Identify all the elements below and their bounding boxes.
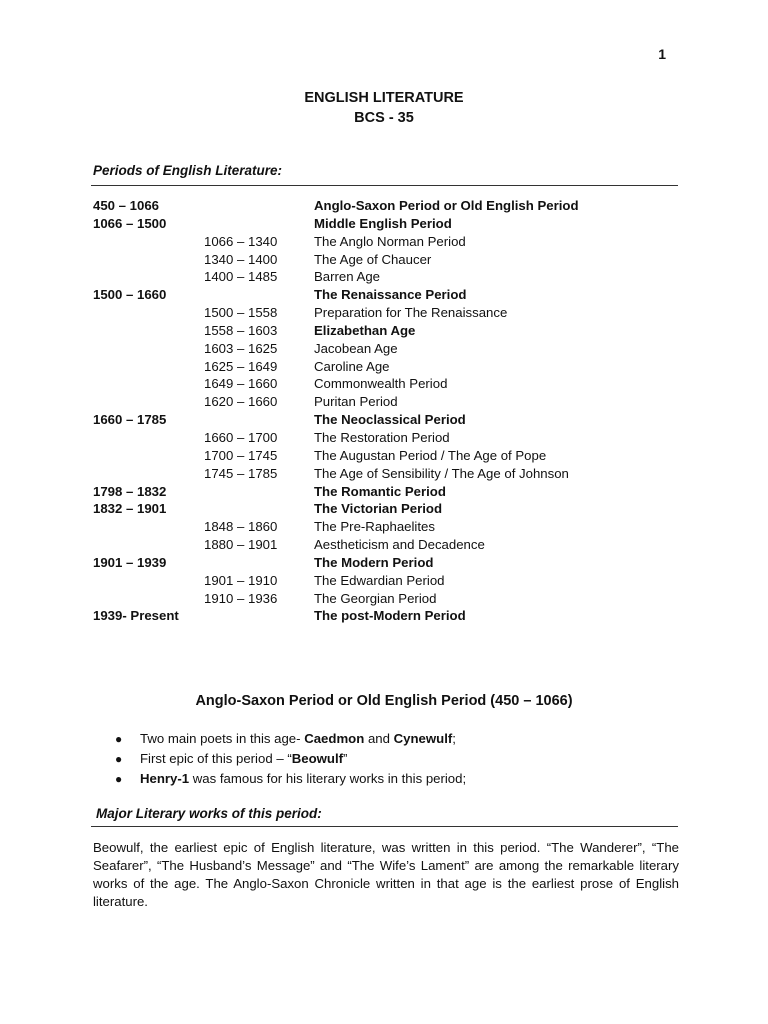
period-name: Middle English Period	[314, 215, 452, 231]
period-sub-range: 1603 – 1625	[204, 340, 278, 356]
bullet-emphasis: Caedmon	[304, 731, 365, 746]
bullet-emphasis: Cynewulf	[393, 731, 453, 746]
period-row	[93, 465, 683, 483]
bullet-dot-icon: ●	[115, 732, 123, 746]
period-name: Preparation for The Renaissance	[314, 305, 508, 321]
bullet-dot-icon: ●	[115, 772, 123, 786]
anglo-saxon-bullet-list	[113, 729, 466, 789]
period-sub-range: 1340 – 1400	[204, 251, 278, 267]
bullet-text: and	[364, 731, 394, 746]
period-row	[93, 304, 683, 322]
period-name: The Romantic Period	[314, 483, 446, 499]
period-name: The Georgian Period	[314, 590, 437, 606]
period-name: Caroline Age	[314, 358, 390, 374]
period-name: The Age of Chaucer	[314, 251, 432, 267]
period-row	[93, 251, 683, 269]
bullet-text: ;	[452, 731, 456, 746]
bullet-text: was famous for his literary works in this period;	[189, 771, 467, 786]
period-name: Elizabethan Age	[314, 322, 416, 338]
bullet-dot-icon: ●	[115, 752, 123, 766]
period-sub-range: 1910 – 1936	[204, 590, 278, 606]
bullet-item	[113, 769, 466, 789]
period-row	[93, 518, 683, 536]
period-sub-range: 1649 – 1660	[204, 376, 278, 392]
works-paragraph: Beowulf, the earliest epic of English literature, was written in this period. “The Wanderer”, “The Seafarer”, “The Husband’s Message” and “The Wife’s Lament” are among the remarkable literary works of the age. The Anglo-Saxon Chronicle written in that age is the earliest prose of English literature.	[93, 840, 679, 909]
period-main-range: 1066 – 1500	[93, 215, 167, 231]
bullet-item	[113, 729, 466, 749]
works-divider	[91, 826, 678, 827]
period-row	[93, 322, 683, 340]
period-name: The post-Modern Period	[314, 608, 466, 624]
period-name: The Victorian Period	[314, 501, 442, 517]
period-row	[93, 268, 683, 286]
bullet-text: ”	[343, 751, 348, 766]
period-row	[93, 286, 683, 304]
period-sub-range: 1848 – 1860	[204, 519, 278, 535]
period-sub-range: 1625 – 1649	[204, 358, 278, 374]
period-main-range: 1939- Present	[93, 608, 179, 624]
period-row	[93, 500, 683, 518]
periods-divider	[91, 185, 678, 186]
bullet-text: Two main poets in this age-	[140, 731, 305, 746]
period-row	[93, 536, 683, 554]
period-row	[93, 233, 683, 251]
period-main-range: 450 – 1066	[93, 198, 160, 213]
period-row	[93, 607, 683, 625]
document-title	[0, 88, 768, 128]
period-name: Commonwealth Period	[314, 376, 448, 392]
period-sub-range: 1660 – 1700	[204, 429, 278, 445]
period-name: The Neoclassical Period	[314, 412, 466, 428]
period-row	[93, 590, 683, 608]
period-row	[93, 375, 683, 393]
period-row	[93, 572, 683, 590]
bullet-text: First epic of this period – “	[140, 751, 292, 766]
period-row	[93, 215, 683, 233]
period-sub-range: 1700 – 1745	[204, 447, 278, 463]
period-main-range: 1798 – 1832	[93, 483, 167, 499]
bullet-emphasis: Beowulf	[291, 751, 344, 766]
period-name: The Renaissance Period	[314, 287, 467, 303]
page-number: 1	[658, 46, 666, 62]
anglo-saxon-heading: Anglo-Saxon Period or Old English Period (450 – 1066)	[195, 693, 573, 709]
bullet-emphasis: Henry-1	[140, 771, 190, 786]
period-name: Barren Age	[314, 269, 380, 285]
period-sub-range: 1620 – 1660	[204, 394, 278, 410]
period-row	[93, 554, 683, 572]
period-row	[93, 393, 683, 411]
period-sub-range: 1500 – 1558	[204, 305, 278, 321]
works-heading: Major Literary works of this period:	[96, 806, 322, 821]
period-main-range: 1660 – 1785	[93, 412, 167, 428]
period-row	[93, 340, 683, 358]
period-sub-range: 1745 – 1785	[204, 465, 278, 481]
periods-table	[93, 197, 683, 625]
period-name: Jacobean Age	[314, 340, 398, 356]
period-main-range: 1832 – 1901	[93, 501, 167, 517]
period-main-range: 1901 – 1939	[93, 554, 167, 570]
period-name: The Edwardian Period	[314, 572, 445, 588]
period-sub-range: 1066 – 1340	[204, 233, 278, 249]
title-line-1: ENGLISH LITERATURE	[304, 90, 464, 106]
period-name: The Augustan Period / The Age of Pope	[314, 447, 547, 463]
period-name: Aestheticism and Decadence	[314, 537, 485, 553]
period-row	[93, 197, 683, 215]
period-row	[93, 429, 683, 447]
period-name: The Modern Period	[314, 554, 434, 570]
period-sub-range: 1880 – 1901	[204, 537, 278, 553]
title-line-2: BCS - 35	[354, 110, 414, 126]
period-row	[93, 358, 683, 376]
period-row	[93, 411, 683, 429]
bullet-item	[113, 749, 466, 769]
period-name: Puritan Period	[314, 394, 398, 410]
period-main-range: 1500 – 1660	[93, 287, 167, 303]
period-name: The Anglo Norman Period	[314, 233, 466, 249]
period-name: The Age of Sensibility / The Age of Johnson	[314, 465, 569, 481]
periods-heading: Periods of English Literature:	[93, 163, 283, 178]
period-name: The Pre-Raphaelites	[314, 519, 435, 535]
period-sub-range: 1400 – 1485	[204, 269, 278, 285]
period-sub-range: 1558 – 1603	[204, 322, 278, 338]
period-row	[93, 447, 683, 465]
period-name: The Restoration Period	[314, 429, 450, 445]
period-sub-range: 1901 – 1910	[204, 572, 278, 588]
period-row	[93, 483, 683, 501]
period-name: Anglo-Saxon Period or Old English Period	[314, 198, 579, 213]
